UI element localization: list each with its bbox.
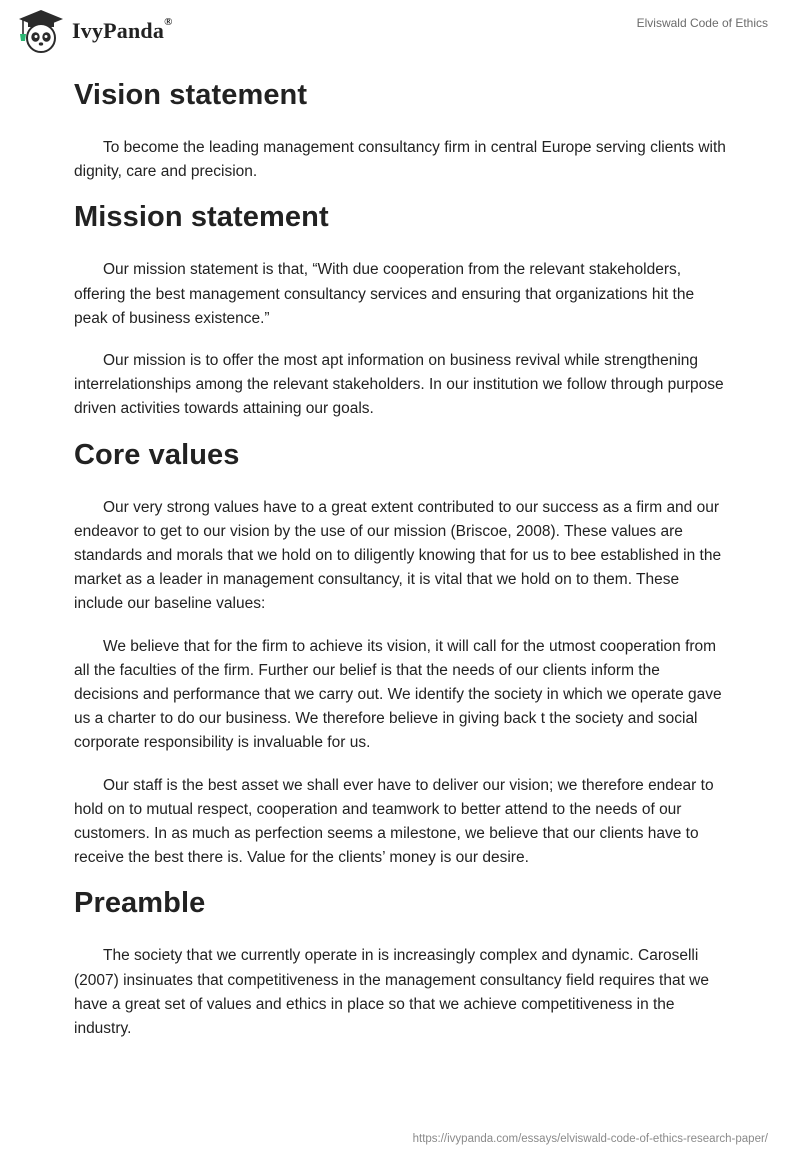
source-url-link[interactable]: https://ivypanda.com/essays/elviswald-code-of-ethics-research-paper/	[412, 1133, 768, 1145]
paragraph: The society that we currently operate in is increasingly complex and dynamic. Caroselli (2007) insinuates that competitiveness in the management consultancy field requires that we have a great set of values and ethics in place so that we achieve competitiveness in the industry.	[74, 947, 709, 1038]
essay-content	[74, 70, 726, 1041]
paragraph: Our mission is to offer the most apt information on business revival while strengthening interrelationships among the relevant stakeholders. In our institution we follow through purpose driven activities towards attaining our goals.	[74, 352, 724, 418]
document-title: Elviswald Code of Ethics	[636, 16, 768, 30]
heading-mission: Mission statement	[74, 201, 329, 234]
paragraph: We believe that for the firm to achieve its vision, it will call for the utmost cooperation from all the faculties of the firm. Further our belief is that the needs of our clients inform the decisions and performance that we carry out. We identify the society in which we operate gave us a charter to do our business. We therefore believe in giving back t the society and social corporate responsibility is invaluable for us.	[74, 637, 722, 752]
section-core-values	[74, 434, 726, 871]
paragraph: Our staff is the best asset we shall ever have to deliver our vision; we therefore endear to hold on to mutual respect, cooperation and teamwork to better attend to the needs of our customers. In as much as perfection seems a milestone, we believe that our clients have to receive the best there is. Value for the clients’ money is our desire.	[74, 776, 714, 867]
ivypanda-logo[interactable]	[16, 8, 173, 54]
paragraph: Our mission statement is that, “With due cooperation from the relevant stakeholders, offering the best management consultancy services and ensuring that organizations hit the peak of business existence.”	[74, 261, 695, 327]
panda-logo-icon	[16, 8, 66, 54]
logo-text: IvyPanda	[72, 18, 165, 43]
paragraph: Our very strong values have to a great extent contributed to our success as a firm and our endeavor to get to our vision by the use of our mission (Briscoe, 2008). These values are standards and morals that we hold on to diligently knowing that for us to bee established in the market as a leader in management consultancy, it is vital that we hold on to them. These include our baseline values:	[74, 498, 722, 613]
heading-core-values: Core values	[74, 438, 240, 471]
section-mission	[74, 196, 726, 421]
section-vision	[74, 74, 726, 184]
heading-preamble: Preamble	[74, 887, 206, 920]
registered-mark: ®	[164, 16, 173, 28]
section-preamble	[74, 882, 726, 1041]
page-header	[0, 0, 800, 70]
heading-vision: Vision statement	[74, 79, 308, 111]
paragraph: To become the leading management consultancy firm in central Europe serving clients with dignity, care and precision.	[74, 139, 726, 181]
logo-wordmark	[72, 18, 173, 44]
